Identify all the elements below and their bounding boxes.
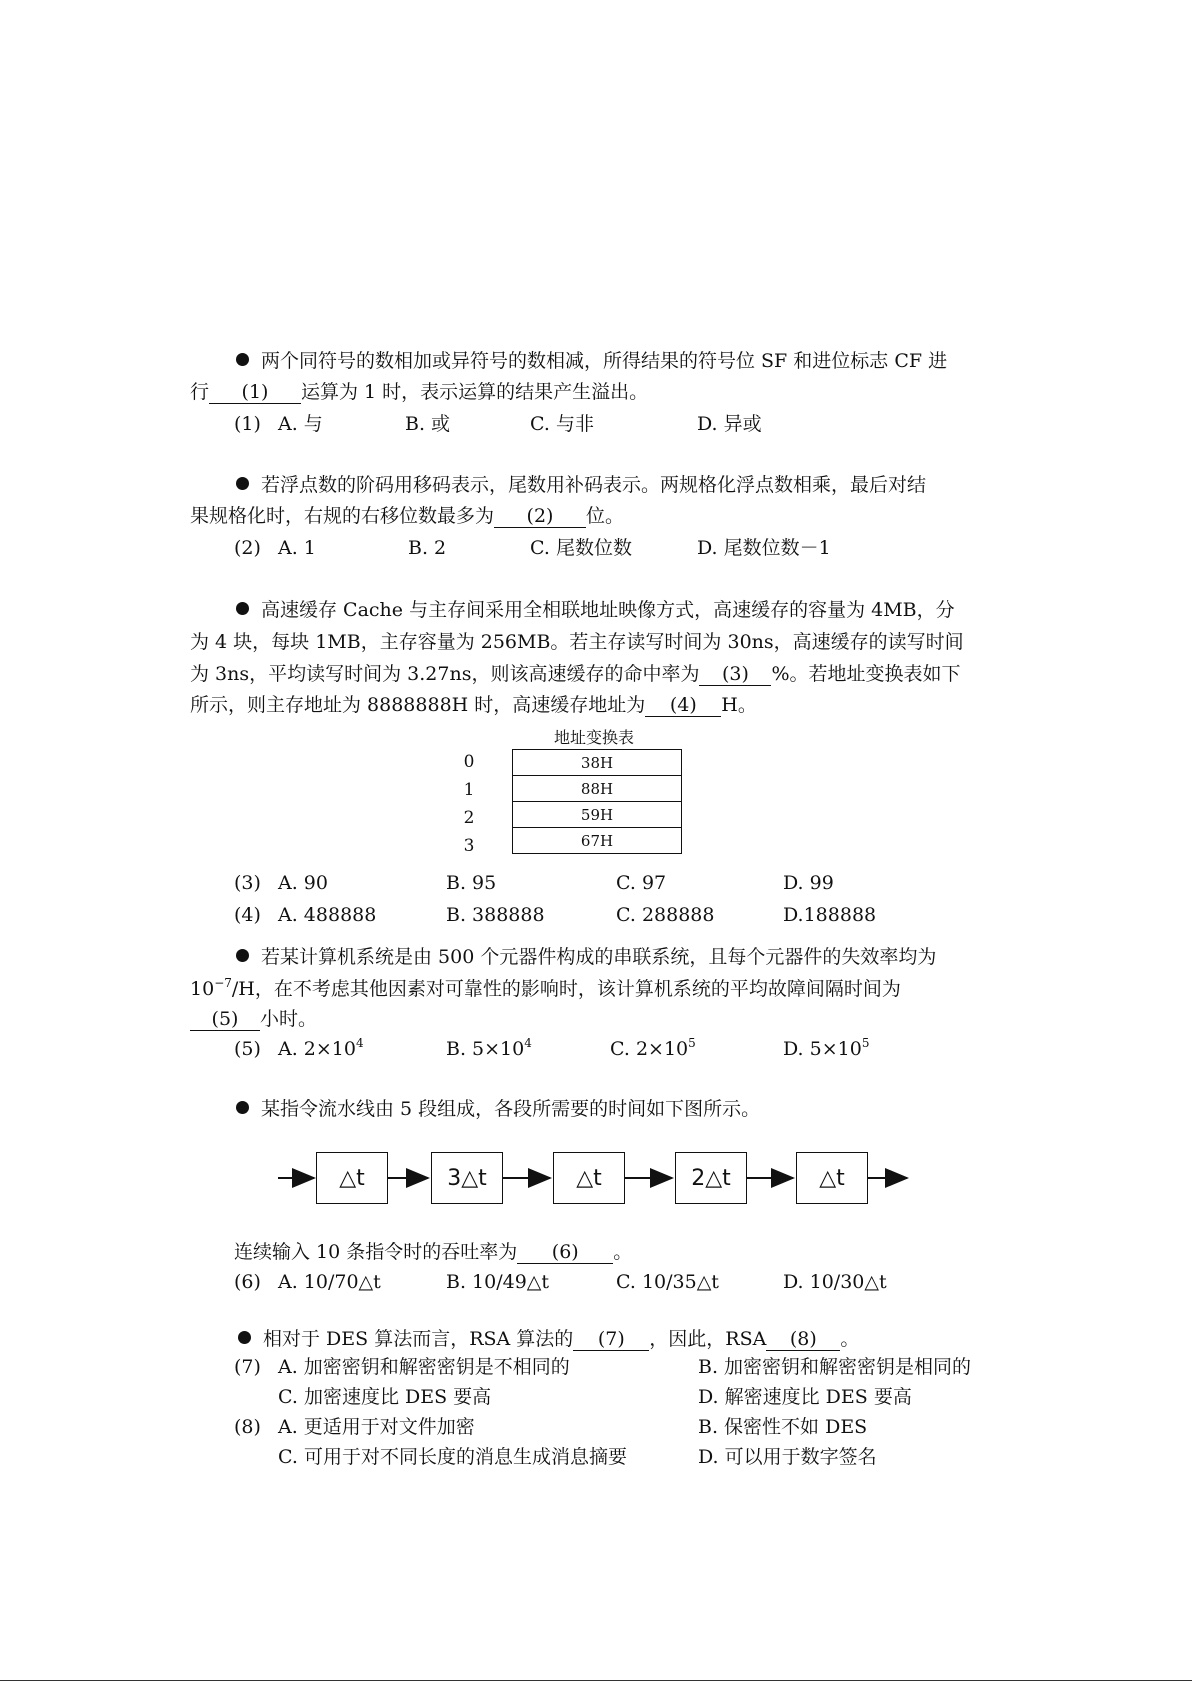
q3-line2: 为 4 块，每块 1MB，主存容量为 256MB。若主存读写时间为 30ns，高速缓存的读写时间 [190,631,964,653]
q7-option-c: C. 加密速度比 DES 要高 [278,1386,492,1408]
q5-stem-text: 10 [190,978,215,1000]
pipeline-stage-4: 2△t [675,1152,747,1204]
answer-blank-1: (1) [209,381,301,404]
q1-option-c: C. 与非 [530,413,594,435]
q7-stem-text: 。 [840,1328,860,1350]
q6-option-label: (6) [234,1271,261,1293]
q3-stem-text: 高速缓存 Cache 与主存间采用全相联地址映像方式，高速缓存的容量为 4MB，分 [261,599,955,621]
answer-blank-4: (4) [645,694,721,717]
pipeline-stage-5: △t [796,1152,868,1204]
q7-option-label: (7) [234,1356,261,1378]
table-index: 1 [463,780,475,800]
q2-stem-text: 位。 [586,505,625,527]
option-text: D. 5×10 [783,1038,862,1060]
bullet-icon [238,1331,251,1344]
q1-option-a: A. 与 [278,413,323,435]
table-index: 0 [463,752,475,772]
q1-stem-text: 运算为 1 时，表示运算的结果产生溢出。 [301,381,649,403]
q3-option-d: D. 99 [783,872,834,894]
q3-option-c: C. 97 [616,872,667,894]
q1-option-label: (1) [234,413,261,435]
q2-stem-text: 若浮点数的阶码用移码表示，尾数用补码表示。两规格化浮点数相乘，最后对结 [261,474,927,496]
q5-option-label: (5) [234,1038,261,1060]
q7-stem-text: ，因此，RSA [649,1328,767,1350]
answer-blank-5: (5) [190,1008,260,1031]
q6-option-b: B. 10/49△t [446,1271,550,1293]
q2-option-b: B. 2 [408,537,447,559]
answer-blank-2: (2) [494,505,586,528]
q7-option-d: D. 解密速度比 DES 要高 [698,1386,912,1408]
option-text: C. 2×10 [610,1038,689,1060]
q8-option-d: D. 可以用于数字签名 [698,1446,877,1468]
pipeline-stage-1: △t [316,1152,388,1204]
q4-option-label: (4) [234,904,261,926]
table-cell: 88H [513,776,682,802]
answer-blank-7: (7) [573,1328,649,1351]
q2-stem-text: 果规格化时，右规的右移位数最多为 [190,505,495,527]
q5-exponent: −7 [214,976,232,990]
q3-stem-text: H。 [721,694,757,716]
q6-option-c: C. 10/35△t [616,1271,719,1293]
q6-option-a: A. 10/70△t [278,1271,381,1293]
q5-stem-text: /H，在不考虑其他因素对可靠性的影响时，该计算机系统的平均故障间隔时间为 [231,978,901,1000]
q8-option-b: B. 保密性不如 DES [698,1416,868,1438]
answer-blank-3: (3) [699,663,771,686]
q4-option-d: D.188888 [783,904,877,926]
q4-option-a: A. 488888 [278,904,377,926]
q6-stem-text: 某指令流水线由 5 段组成，各段所需要的时间如下图所示。 [261,1098,761,1120]
pipeline-stage-2: 3△t [431,1152,503,1204]
option-exponent: 5 [861,1036,870,1050]
q3-option-a: A. 90 [278,872,328,894]
option-exponent: 5 [688,1036,696,1050]
q1-option-d: D. 异或 [697,413,762,435]
q8-option-a: A. 更适用于对文件加密 [278,1416,475,1438]
q7-option-a: A. 加密密钥和解密密钥是不相同的 [278,1356,570,1378]
q3-stem-text: 所示，则主存地址为 8888888H 时，高速缓存地址为 [190,694,646,716]
q1-stem-text: 行 [190,381,210,403]
q6-stem-text: 。 [613,1241,633,1263]
q3-option-b: B. 95 [446,872,497,894]
table-cell: 59H [513,802,682,828]
q4-option-c: C. 288888 [616,904,715,926]
q6-line2 [234,1239,632,1265]
table-index: 2 [463,808,475,828]
q2-option-label: (2) [234,537,261,559]
q8-option-label: (8) [234,1416,261,1438]
q3-stem-text: 为 3ns，平均读写时间为 3.27ns，则该高速缓存的命中率为 [190,663,700,685]
table-cell: 67H [513,828,682,854]
q7-option-b: B. 加密密钥和解密密钥是相同的 [698,1356,972,1378]
q2-option-d: D. 尾数位数－1 [697,537,831,559]
option-exponent: 4 [524,1036,532,1050]
q2-option-a: A. 1 [278,537,316,559]
address-table-title: 地址变换表 [554,728,635,747]
pipeline-stage-3: △t [553,1152,625,1204]
q3-option-label: (3) [234,872,261,894]
q7-line1 [238,1326,859,1352]
table-index: 3 [463,836,475,856]
q4-option-b: B. 388888 [446,904,545,926]
option-exponent: 4 [356,1036,364,1050]
answer-blank-8: (8) [766,1328,840,1351]
q5-stem-text: 小时。 [260,1008,318,1030]
q1-stem-text: 两个同符号的数相加或异符号的数相减，所得结果的符号位 SF 和进位标志 CF 进 [261,350,948,372]
q5-stem-text: 若某计算机系统是由 500 个元器件构成的串联系统，且每个元器件的失效率均为 [261,946,937,968]
q7-stem-text: 相对于 DES 算法而言，RSA 算法的 [263,1328,574,1350]
option-text: B. 5×10 [446,1038,525,1060]
option-text: A. 2×10 [278,1038,356,1060]
q6-option-d: D. 10/30△t [783,1271,887,1293]
q1-option-b: B. 或 [405,413,451,435]
answer-blank-6: (6) [517,1241,613,1264]
q8-option-c: C. 可用于对不同长度的消息生成消息摘要 [278,1446,627,1468]
table-cell: 38H [513,750,682,776]
page-bottom-rule [0,1680,1192,1681]
q6-stem-text: 连续输入 10 条指令时的吞吐率为 [234,1241,518,1263]
q2-option-c: C. 尾数位数 [530,537,632,559]
q3-stem-text: %。若地址变换表如下 [771,663,961,685]
